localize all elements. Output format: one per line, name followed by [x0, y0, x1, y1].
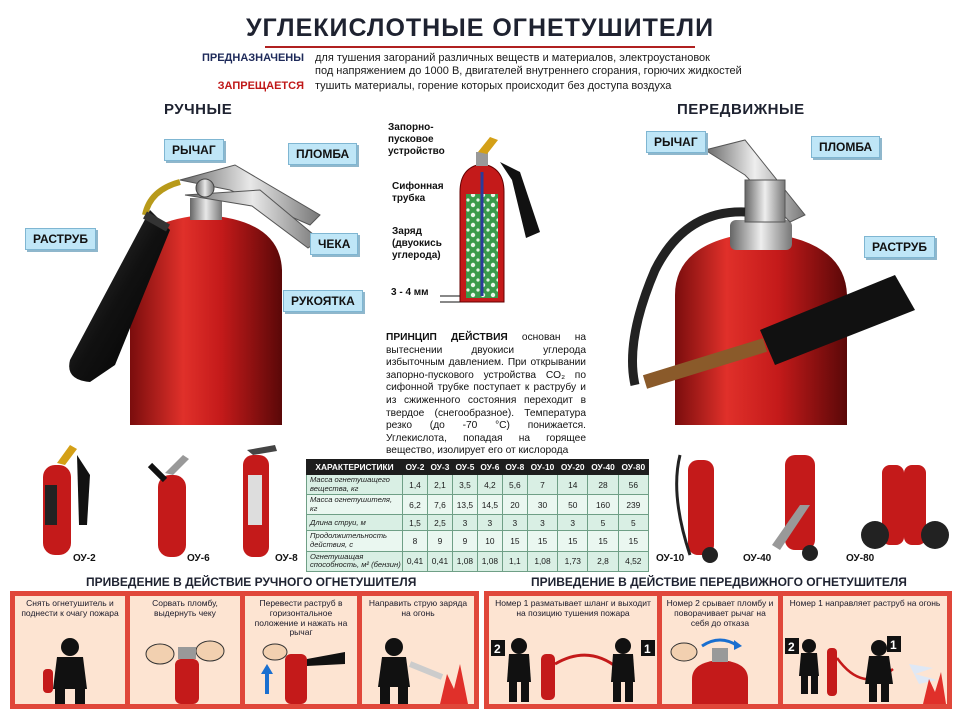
table-row-label: Длина струи, м: [307, 515, 403, 531]
manual-extinguisher-illustration: [20, 120, 340, 425]
mobile-step-3-panel: [783, 596, 947, 704]
table-row: [307, 515, 649, 531]
manual-step-4-figure: [362, 629, 474, 704]
table-cell: 15: [588, 531, 618, 551]
table-cell: 2,1: [427, 475, 452, 495]
table-cell: 9: [452, 531, 477, 551]
specs-table-header-row: [307, 460, 649, 475]
forbidden-label: ЗАПРЕЩАЕТСЯ: [217, 80, 304, 92]
table-cell: 0,41: [403, 551, 428, 571]
table-cell: 14: [558, 475, 588, 495]
mobile-step-3-figure: [783, 624, 947, 704]
cutaway-illustration: [440, 132, 560, 312]
manual-heading: РУЧНЫЕ: [164, 101, 233, 118]
table-cell: 15: [502, 531, 527, 551]
model-ou8-label: ОУ-8: [275, 553, 298, 564]
mobile-models-illustration: [660, 435, 950, 570]
specs-table: [306, 459, 649, 572]
purpose-label: ПРЕДНАЗНАЧЕНЫ: [201, 52, 304, 64]
mobile-step-2-panel: [662, 596, 778, 704]
model-ou2-label: ОУ-2: [73, 553, 96, 564]
table-cell: 239: [618, 495, 648, 515]
manual-horn-callout: РАСТРУБ: [25, 228, 96, 250]
cutaway-valve-label: Запорно- пусковое устройство: [388, 122, 445, 157]
table-header-cell: ОУ-5: [452, 460, 477, 475]
mobile-step-2-text: Номер 2 срывает пломбу и поворачивает рычаг на себя до отказа: [666, 598, 774, 628]
table-cell: 8: [403, 531, 428, 551]
table-cell: 1,5: [403, 515, 428, 531]
table-cell: 0,41: [427, 551, 452, 571]
table-row: [307, 475, 649, 495]
manual-step-1-text: Снять огнетушитель и поднести к очагу пожара: [21, 598, 119, 618]
number-1-tag: 1: [644, 642, 651, 656]
manual-step-4-text: Направить струю заряда на огонь: [368, 598, 468, 618]
table-cell: 7,6: [427, 495, 452, 515]
table-header-cell: ОУ-40: [588, 460, 618, 475]
table-header-cell: ОУ-20: [558, 460, 588, 475]
table-cell: 30: [527, 495, 557, 515]
manual-models-illustration: [15, 435, 305, 570]
table-row-label: Масса огнетушителя, кг: [307, 495, 403, 515]
model-ou6-label: ОУ-6: [187, 553, 210, 564]
purpose-text-1: для тушения загораний различных веществ и материалов, электроустановок: [315, 52, 710, 64]
table-cell: 50: [558, 495, 588, 515]
table-cell: 4,2: [477, 475, 502, 495]
table-row: [307, 531, 649, 551]
purpose-text-2: под напряжением до 1000 В, двигателей внутреннего сгорания, горючих жидкостей: [315, 65, 742, 77]
table-cell: 1,08: [452, 551, 477, 571]
manual-step-3-figure: [245, 634, 357, 704]
table-cell: 3: [477, 515, 502, 531]
manual-handle-callout: РУКОЯТКА: [283, 290, 363, 312]
table-cell: 5,6: [502, 475, 527, 495]
table-cell: 14,5: [477, 495, 502, 515]
table-cell: 15: [558, 531, 588, 551]
table-cell: 28: [588, 475, 618, 495]
table-cell: 1,4: [403, 475, 428, 495]
manual-step-2-figure: [130, 629, 240, 704]
model-ou80-label: ОУ-80: [846, 553, 875, 564]
table-cell: 4,52: [618, 551, 648, 571]
table-header-cell: ОУ-2: [403, 460, 428, 475]
page-title: УГЛЕКИСЛОТНЫЕ ОГНЕТУШИТЕЛИ: [245, 14, 715, 42]
table-cell: 10: [477, 531, 502, 551]
table-cell: 20: [502, 495, 527, 515]
table-cell: 15: [527, 531, 557, 551]
table-row-label: Огнетушащая способность, м² (бензин): [307, 551, 403, 571]
table-cell: 3: [527, 515, 557, 531]
manual-seal-callout: ПЛОМБА: [288, 143, 357, 165]
mobile-step-1-panel: [489, 596, 657, 704]
forbidden-text: тушить материалы, горение которых происходит без доступа воздуха: [315, 80, 672, 92]
manual-step-2-text: Сорвать пломбу, выдернуть чеку: [152, 598, 218, 618]
cutaway-charge-label: Заряд (двуокись углерода): [392, 226, 442, 261]
table-row: [307, 551, 649, 571]
manual-step-3-text: Перевести раструб в горизонтальное положение и нажать на рычаг: [254, 598, 348, 638]
number-2-tag: 2: [788, 640, 795, 654]
table-cell: 1,73: [558, 551, 588, 571]
table-cell: 5: [588, 515, 618, 531]
manual-step-3-panel: [245, 596, 357, 704]
number-2-tag: 2: [494, 642, 501, 656]
table-row: [307, 495, 649, 515]
mobile-extinguisher-illustration: [595, 120, 950, 425]
mobile-action-heading: ПРИВЕДЕНИЕ В ДЕЙСТВИЕ ПЕРЕДВИЖНОГО ОГНЕТУШИТЕЛЯ: [531, 575, 907, 589]
table-cell: 2,8: [588, 551, 618, 571]
table-header-cell: ОУ-6: [477, 460, 502, 475]
manual-lever-callout: РЫЧАГ: [164, 139, 224, 161]
table-cell: 7: [527, 475, 557, 495]
table-cell: 5: [618, 515, 648, 531]
mobile-horn-callout: РАСТРУБ: [864, 236, 935, 258]
table-cell: 13,5: [452, 495, 477, 515]
model-ou40-label: ОУ-40: [743, 553, 772, 564]
mobile-step-1-text: Номер 1 разматывает шланг и выходит на позицию тушения пожара: [495, 598, 651, 618]
manual-step-1-figure: [15, 629, 125, 704]
manual-step-4-panel: [362, 596, 474, 704]
table-header-cell: ОУ-3: [427, 460, 452, 475]
table-cell: 3,5: [452, 475, 477, 495]
manual-step-1-panel: [15, 596, 125, 704]
table-cell: 3: [502, 515, 527, 531]
table-cell: 1,08: [477, 551, 502, 571]
table-header-cell: ОУ-80: [618, 460, 648, 475]
mobile-step-1-figure: [489, 624, 657, 704]
mobile-heading: ПЕРЕДВИЖНЫЕ: [677, 101, 805, 118]
table-cell: 15: [618, 531, 648, 551]
mobile-step-2-figure: [662, 634, 778, 704]
number-1-tag: 1: [890, 638, 897, 652]
table-cell: 1,1: [502, 551, 527, 571]
table-header-cell: ХАРАКТЕРИСТИКИ: [307, 460, 403, 475]
table-header-cell: ОУ-10: [527, 460, 557, 475]
table-cell: 56: [618, 475, 648, 495]
title-underline: [265, 46, 695, 48]
table-row-label: Продолжительность действия, с: [307, 531, 403, 551]
mobile-step-3-text: Номер 1 направляет раструб на огонь: [789, 598, 941, 608]
table-cell: 3: [452, 515, 477, 531]
manual-pin-callout: ЧЕКА: [310, 233, 358, 255]
cutaway-gap-label: 3 - 4 мм: [391, 287, 429, 298]
model-ou10-label: ОУ-10: [656, 553, 685, 564]
cutaway-siphon-label: Сифонная трубка: [392, 181, 444, 204]
table-cell: 1,08: [527, 551, 557, 571]
table-row-label: Масса огнетушащего вещества, кг: [307, 475, 403, 495]
table-header-cell: ОУ-8: [502, 460, 527, 475]
table-cell: 9: [427, 531, 452, 551]
manual-step-2-panel: [130, 596, 240, 704]
table-cell: 2,5: [427, 515, 452, 531]
mobile-seal-callout: ПЛОМБА: [811, 136, 880, 158]
table-cell: 6,2: [403, 495, 428, 515]
table-cell: 160: [588, 495, 618, 515]
mobile-lever-callout: РЫЧАГ: [646, 131, 706, 153]
table-cell: 3: [558, 515, 588, 531]
manual-action-heading: ПРИВЕДЕНИЕ В ДЕЙСТВИЕ РУЧНОГО ОГНЕТУШИТЕЛЯ: [86, 575, 417, 589]
principle-text: ПРИНЦИП ДЕЙСТВИЯ основан на вытеснении двуокиси углерода избыточным давлением. При открывании запорно-пускового устройства CO₂ по сифонной трубке поступает к раструбу и из сжиженного состояния переходит в твердое (снегообразное). Температура резко (до -70 °С) понижается. Углекислота, попадая на горящее вещество, изолирует его от кислорода: [386, 332, 586, 457]
